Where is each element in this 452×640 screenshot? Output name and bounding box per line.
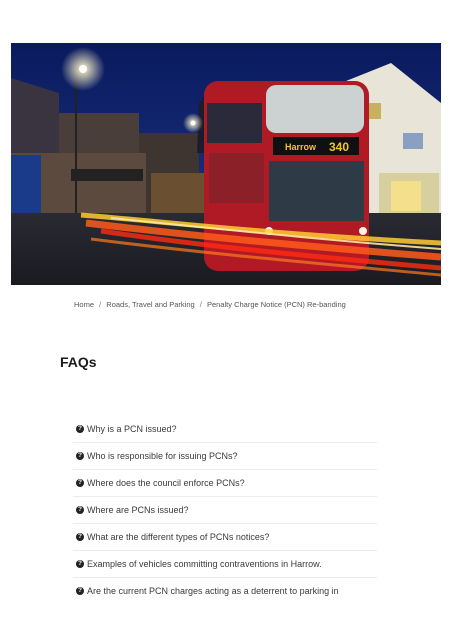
question-circle-icon: ? [76,425,84,433]
faq-question: Where are PCNs issued? [87,505,189,515]
question-circle-icon: ? [76,479,84,487]
faq-item-where-enforce[interactable] [73,470,377,497]
breadcrumb-separator: / [199,300,202,309]
breadcrumb-separator: / [99,300,102,309]
faq-question: What are the different types of PCNs notices? [87,532,270,542]
question-circle-icon: ? [76,533,84,541]
svg-text:340: 340 [329,140,350,154]
faq-item-who-responsible[interactable] [73,443,377,470]
hero-image [11,43,441,285]
faq-list [73,416,377,604]
breadcrumb-roads-travel-parking-link[interactable]: Roads, Travel and Parking [106,300,195,309]
faq-item-where-issued[interactable] [73,497,377,524]
question-circle-icon: ? [76,506,84,514]
faq-item-charges-deterrent[interactable] [73,578,377,604]
svg-text:Harrow: Harrow [285,142,317,152]
faq-item-why-pcn-issued[interactable] [73,416,377,443]
question-circle-icon: ? [76,587,84,595]
question-circle-icon: ? [76,452,84,460]
breadcrumb-home-link[interactable]: Home [74,300,95,309]
harrow-bus-photo [11,43,441,285]
faq-question: Who is responsible for issuing PCNs? [87,451,238,461]
faq-question: Are the current PCN charges acting as a deterrent to parking in [87,586,339,596]
question-circle-icon: ? [76,560,84,568]
faq-question: Examples of vehicles committing contraventions in Harrow. [87,559,322,569]
breadcrumb [74,300,346,309]
faq-question: Why is a PCN issued? [87,424,177,434]
page-title: FAQs [60,354,97,370]
breadcrumb-current-page: Penalty Charge Notice (PCN) Re-banding [206,300,346,309]
faq-item-types-of-notices[interactable] [73,524,377,551]
faq-item-examples-contraventions[interactable] [73,551,377,578]
faq-question: Where does the council enforce PCNs? [87,478,245,488]
